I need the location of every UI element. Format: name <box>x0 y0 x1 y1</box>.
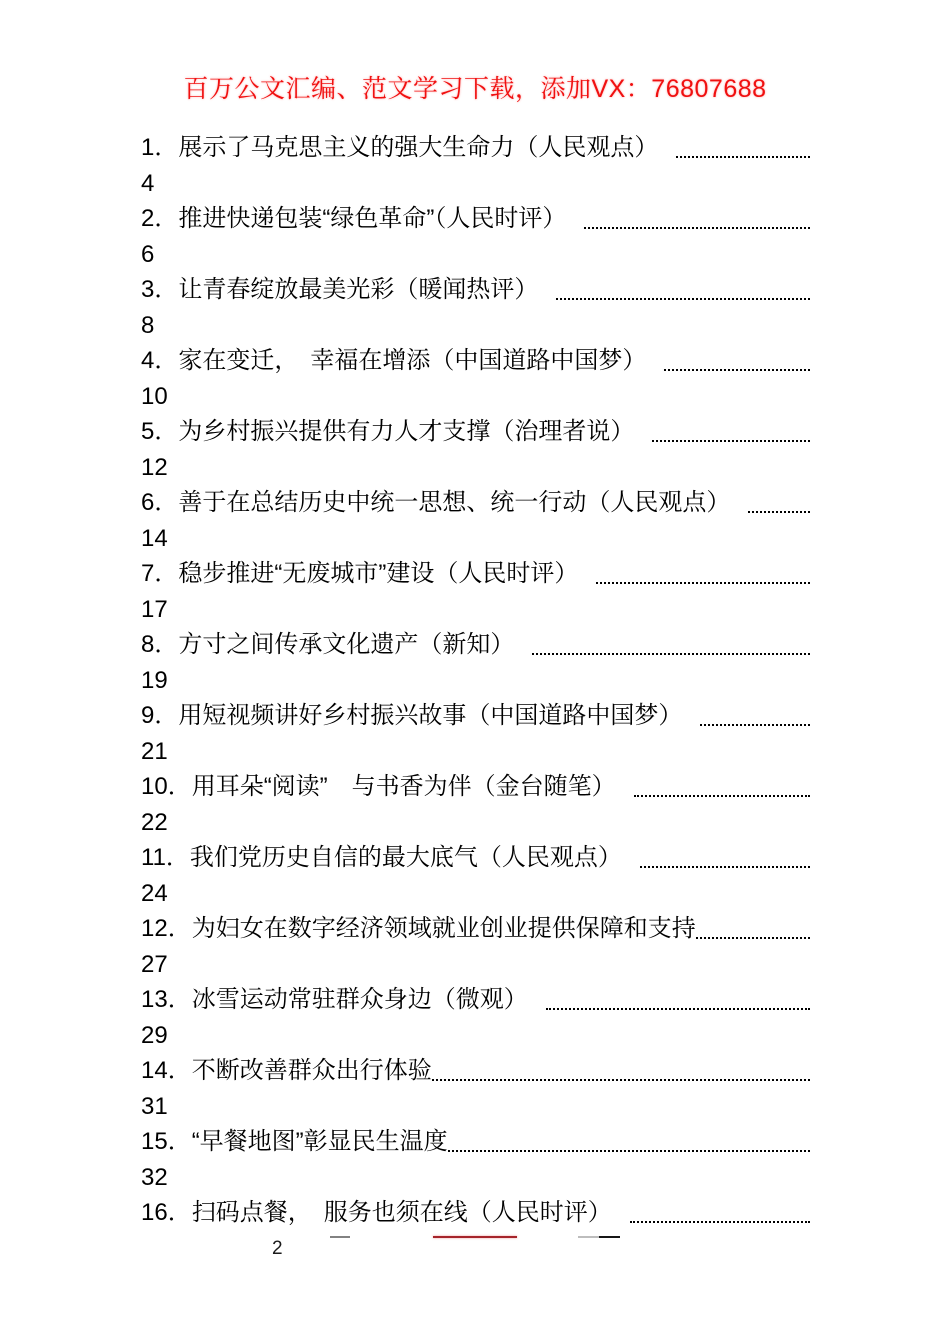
toc-entry-title: 4．家在变迁， 幸福在增添（中国道路中国梦） <box>141 347 647 374</box>
toc-entry-title: 2．推进快递包装“绿色革命”（人民时评） <box>141 205 567 232</box>
toc-entry-title: 9．用短视频讲好乡村振兴故事（中国道路中国梦） <box>141 702 683 729</box>
toc-entry-title-line <box>141 911 810 947</box>
toc-entry-title-line <box>141 485 810 521</box>
toc-entry-title-line <box>141 627 810 663</box>
toc-entry-page: 19 <box>141 666 168 694</box>
toc-entry-page: 21 <box>141 737 168 765</box>
toc-entry-title-line <box>141 1053 810 1089</box>
toc-entry-page: 14 <box>141 524 168 552</box>
toc-entry-title: 1．展示了马克思主义的强大生命力（人民观点） <box>141 134 659 161</box>
dot-leader <box>696 937 810 939</box>
toc-entry-page: 32 <box>141 1163 168 1191</box>
toc-entry-page: 10 <box>141 382 168 410</box>
toc-entry <box>141 414 810 485</box>
dot-leader <box>664 369 810 371</box>
toc-entry-title: 13．冰雪运动常驻群众身边（微观） <box>141 986 528 1013</box>
toc-entry-title-line <box>141 1124 810 1160</box>
toc-entry-title-line <box>141 414 810 450</box>
toc-entry-title: 14．不断改善群众出行体验 <box>141 1057 432 1084</box>
toc-entry-title: 12．为妇女在数字经济领域就业创业提供保障和支持 <box>141 915 696 942</box>
toc-entry <box>141 982 810 1053</box>
dot-leader <box>532 653 810 655</box>
toc-entry <box>141 272 810 343</box>
toc-entry <box>141 343 810 414</box>
toc-entry-title-line <box>141 130 810 166</box>
toc-entry-title: 7．稳步推进“无废城市”建设（人民时评） <box>141 560 579 587</box>
dot-leader <box>630 1221 810 1223</box>
toc-entry-title: 10．用耳朵“阅读” 与书香为伴（金台随笔） <box>141 773 616 800</box>
toc-entry <box>141 130 810 201</box>
toc-entry-title-line <box>141 343 810 379</box>
dot-leader <box>652 440 810 442</box>
toc-entry-title: 15．“早餐地图”彰显民生温度 <box>141 1128 448 1155</box>
dot-leader <box>546 1008 810 1010</box>
toc-entry-title-line <box>141 769 810 805</box>
dot-leader <box>584 227 810 229</box>
toc-entry-title: 16．扫码点餐， 服务也须在线（人民时评） <box>141 1199 612 1226</box>
toc-entry-title-line <box>141 982 810 1018</box>
dot-leader <box>448 1150 810 1152</box>
toc-entry <box>141 698 810 769</box>
toc-entry-page: 27 <box>141 950 168 978</box>
toc-entry-title: 5．为乡村振兴提供有力人才支撑（治理者说） <box>141 418 635 445</box>
dot-leader <box>748 511 810 513</box>
toc-entry-title-line <box>141 840 810 876</box>
toc-entry-page: 31 <box>141 1092 168 1120</box>
toc-entry-title: 6．善于在总结历史中统一思想、统一行动（人民观点） <box>141 489 731 516</box>
toc-entry-title-line <box>141 698 810 734</box>
toc-entry-page: 6 <box>141 240 155 268</box>
toc-entry-page: 12 <box>141 453 168 481</box>
footer-rule-lightgray <box>578 1236 599 1238</box>
toc-entry <box>141 769 810 840</box>
toc-entry-title-line <box>141 1195 810 1231</box>
toc-entry-page: 4 <box>141 169 155 197</box>
toc-entry <box>141 1124 810 1195</box>
footer-rule-gray <box>330 1236 350 1238</box>
toc-entry-title: 8．方寸之间传承文化遗产（新知） <box>141 631 515 658</box>
toc-entry-title-line <box>141 201 810 237</box>
toc-entry-page: 22 <box>141 808 168 836</box>
toc-entry <box>141 485 810 556</box>
footer-rule-black <box>599 1236 620 1238</box>
dot-leader <box>640 866 810 868</box>
dot-leader <box>676 156 810 158</box>
toc-entry-page: 29 <box>141 1021 168 1049</box>
dot-leader <box>432 1079 810 1081</box>
toc-entry <box>141 1053 810 1124</box>
toc-entry-page: 17 <box>141 595 168 623</box>
toc-entry <box>141 556 810 627</box>
toc-entry-page: 8 <box>141 311 155 339</box>
toc-entry <box>141 840 810 911</box>
dot-leader <box>596 582 810 584</box>
toc-entry-title-line <box>141 556 810 592</box>
toc-entry <box>141 911 810 982</box>
dot-leader <box>634 795 810 797</box>
dot-leader <box>700 724 810 726</box>
toc-entry-title: 11．我们党历史自信的最大底气（人民观点） <box>141 844 622 871</box>
toc-entry <box>141 627 810 698</box>
toc-entry <box>141 201 810 272</box>
footer-rule-red <box>433 1236 517 1238</box>
header-notice: 百万公文汇编、范文学习下载，添加VX：76807688 <box>183 75 767 103</box>
page-number: 2 <box>272 1238 283 1259</box>
dot-leader <box>556 298 810 300</box>
toc-list <box>141 130 810 1231</box>
toc-entry <box>141 1195 810 1231</box>
toc-entry-title: 3．让青春绽放最美光彩（暖闻热评） <box>141 276 539 303</box>
toc-entry-title-line <box>141 272 810 308</box>
toc-entry-page: 24 <box>141 879 168 907</box>
